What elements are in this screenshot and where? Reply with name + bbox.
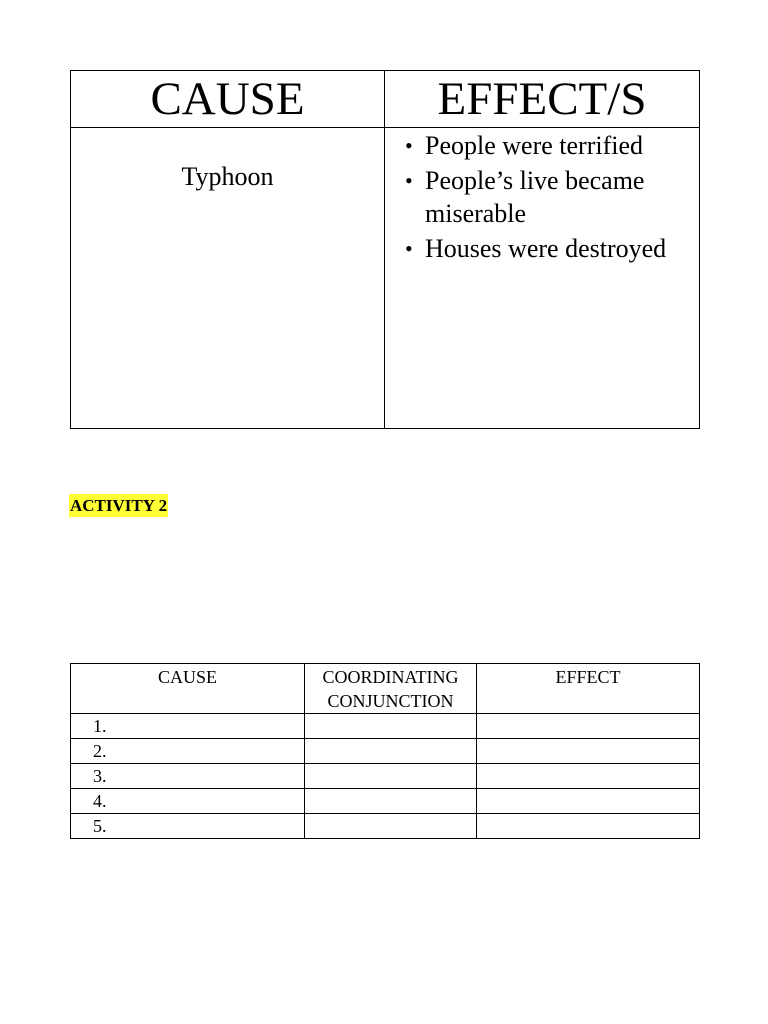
effect-text: Houses were destroyed [425,234,667,263]
effects-header: EFFECT/S [385,71,700,128]
table-row [71,764,700,789]
effects-cell [385,128,700,429]
cause-text: Typhoon [181,162,274,191]
conjunction-cell[interactable] [305,789,477,814]
conjunction-column-header: COORDINATING CONJUNCTION [305,664,477,714]
effect-cell[interactable] [477,739,700,764]
effect-text: People’s live became miserable [425,166,645,228]
conjunction-cell[interactable] [305,739,477,764]
conjunction-cell[interactable] [305,714,477,739]
row-number: 5. [71,814,305,839]
conjunction-cell[interactable] [305,814,477,839]
row-number: 1. [71,714,305,739]
table-row [71,714,700,739]
row-number: 3. [71,764,305,789]
effect-cell[interactable] [477,814,700,839]
effect-column-header: EFFECT [477,664,700,714]
cause-effect-body-row [71,128,700,429]
bullet-icon: • [405,236,413,261]
activity-header-row [71,664,700,714]
table-row [71,814,700,839]
cause-effect-header-row [71,71,700,128]
row-number: 4. [71,789,305,814]
effects-list [403,129,693,265]
bullet-icon: • [405,133,413,158]
effect-cell[interactable] [477,714,700,739]
bullet-icon: • [405,168,413,193]
activity-label: ACTIVITY 2 [70,496,168,515]
table-row [71,789,700,814]
activity-table [70,663,700,839]
effect-cell[interactable] [477,764,700,789]
effect-text: People were terrified [425,131,644,160]
effect-item [403,232,693,265]
cause-column-header: CAUSE [71,664,305,714]
effect-item [403,164,693,230]
cause-effect-table [70,70,700,429]
cause-header: CAUSE [71,71,385,128]
row-number: 2. [71,739,305,764]
effect-cell[interactable] [477,789,700,814]
conjunction-cell[interactable] [305,764,477,789]
table-row [71,739,700,764]
effect-item [403,129,693,162]
cause-cell [71,128,385,429]
